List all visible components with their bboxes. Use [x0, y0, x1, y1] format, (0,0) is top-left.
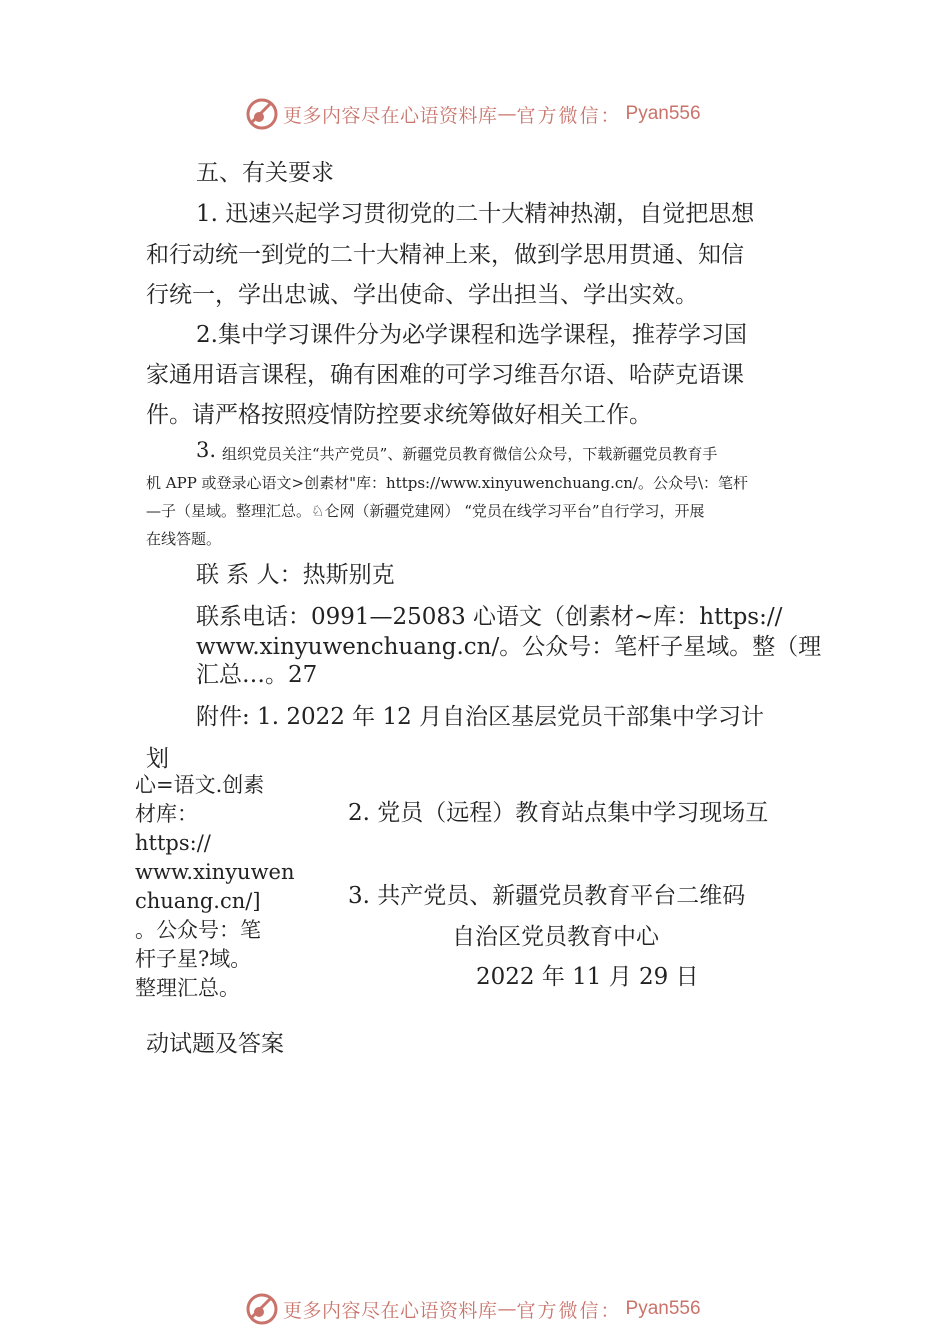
section-heading: 五、有关要求: [196, 160, 334, 186]
watermark-banner-top: [245, 96, 701, 132]
watermark-dash: —: [497, 103, 517, 125]
para2-line3: 件。请严格按照疫情防控要求统筹做好相关工作。: [146, 402, 652, 428]
issuing-organization: 自治区党员教育中心: [452, 924, 659, 950]
left-col-line7: 杆子星?域。: [135, 947, 252, 971]
watermark-wechat-id: Pyan556: [625, 1298, 701, 1319]
para3-line2: 机 APP 或登录心语文>创素材"库：https://www.xinyuwenchuang.cn/。公众号\：笔杆: [146, 474, 749, 492]
left-col-line3: https://: [135, 831, 211, 855]
attachment-3: 3. 共产党员、新疆党员教育平台二维码: [348, 883, 746, 909]
para3-number: 3.: [196, 438, 217, 462]
left-col-line5: chuang.cn/]: [135, 889, 261, 913]
attachment-2: 2. 党员（远程）教育站点集中学习现场互: [348, 800, 769, 826]
left-col-line8: 整理汇总。: [135, 976, 240, 1000]
watermark-banner-bottom: [245, 1291, 701, 1327]
watermark-wechat-label: 官方微信：: [516, 104, 622, 127]
phone-line3: 汇总…。27: [196, 662, 318, 688]
tail-text: 动试题及答案: [146, 1031, 284, 1057]
para1-line1: 1. 迅速兴起学习贯彻党的二十大精神热潮，自觉把思想: [196, 201, 755, 227]
attachment-1: 附件: 1. 2022 年 12 月自治区基层党员干部集中学习计: [196, 704, 765, 730]
watermark-dash: —: [497, 1298, 517, 1320]
left-col-line6: 。公众号：笔: [135, 918, 261, 942]
para3-line1: 组织党员关注“共产党员”、新疆党员教育微信公众号，下载新疆党员教育手: [222, 445, 718, 463]
left-col-line1: 心=语文.创素: [135, 773, 265, 797]
contact-person: 联 系 人：热斯别克: [196, 562, 395, 588]
para3-line4: 在线答题。: [146, 530, 222, 548]
para3-line3: —子（星域。整理汇总。♘仑网（新疆党建网） “党员在线学习平台”自行学习，开展: [146, 502, 705, 520]
left-col-line4: www.xinyuwen: [135, 860, 295, 884]
para1-line2: 和行动统一到党的二十大精神上来，做到学思用贯通、知信: [146, 242, 744, 268]
watermark-wechat-label: 官方微信：: [516, 1299, 622, 1322]
brand-logo-icon: [245, 97, 279, 131]
para2-line2: 家通用语言课程，确有困难的可学习维吾尔语、哈萨克语课: [146, 362, 744, 388]
left-col-line2: 材库：: [135, 802, 198, 826]
brand-logo-icon: [245, 1292, 279, 1326]
watermark-wechat-id: Pyan556: [625, 103, 701, 124]
phone-line1: 联系电话：0991—25083 心语文（创素材~库：https://: [196, 604, 783, 630]
attachment-1-cont: 划: [146, 746, 169, 772]
para2-line1: 2.集中学习课件分为必学课程和选学课程，推荐学习国: [196, 322, 747, 348]
watermark-text: 更多内容尽在心语资料库: [283, 104, 498, 127]
phone-line2: www.xinyuwenchuang.cn/。公众号：笔杆子星域。整（理: [196, 634, 822, 660]
para1-line3: 行统一，学出忠诚、学出使命、学出担当、学出实效。: [146, 282, 698, 308]
issue-date: 2022 年 11 月 29 日: [476, 964, 699, 990]
watermark-text: 更多内容尽在心语资料库: [283, 1299, 498, 1322]
